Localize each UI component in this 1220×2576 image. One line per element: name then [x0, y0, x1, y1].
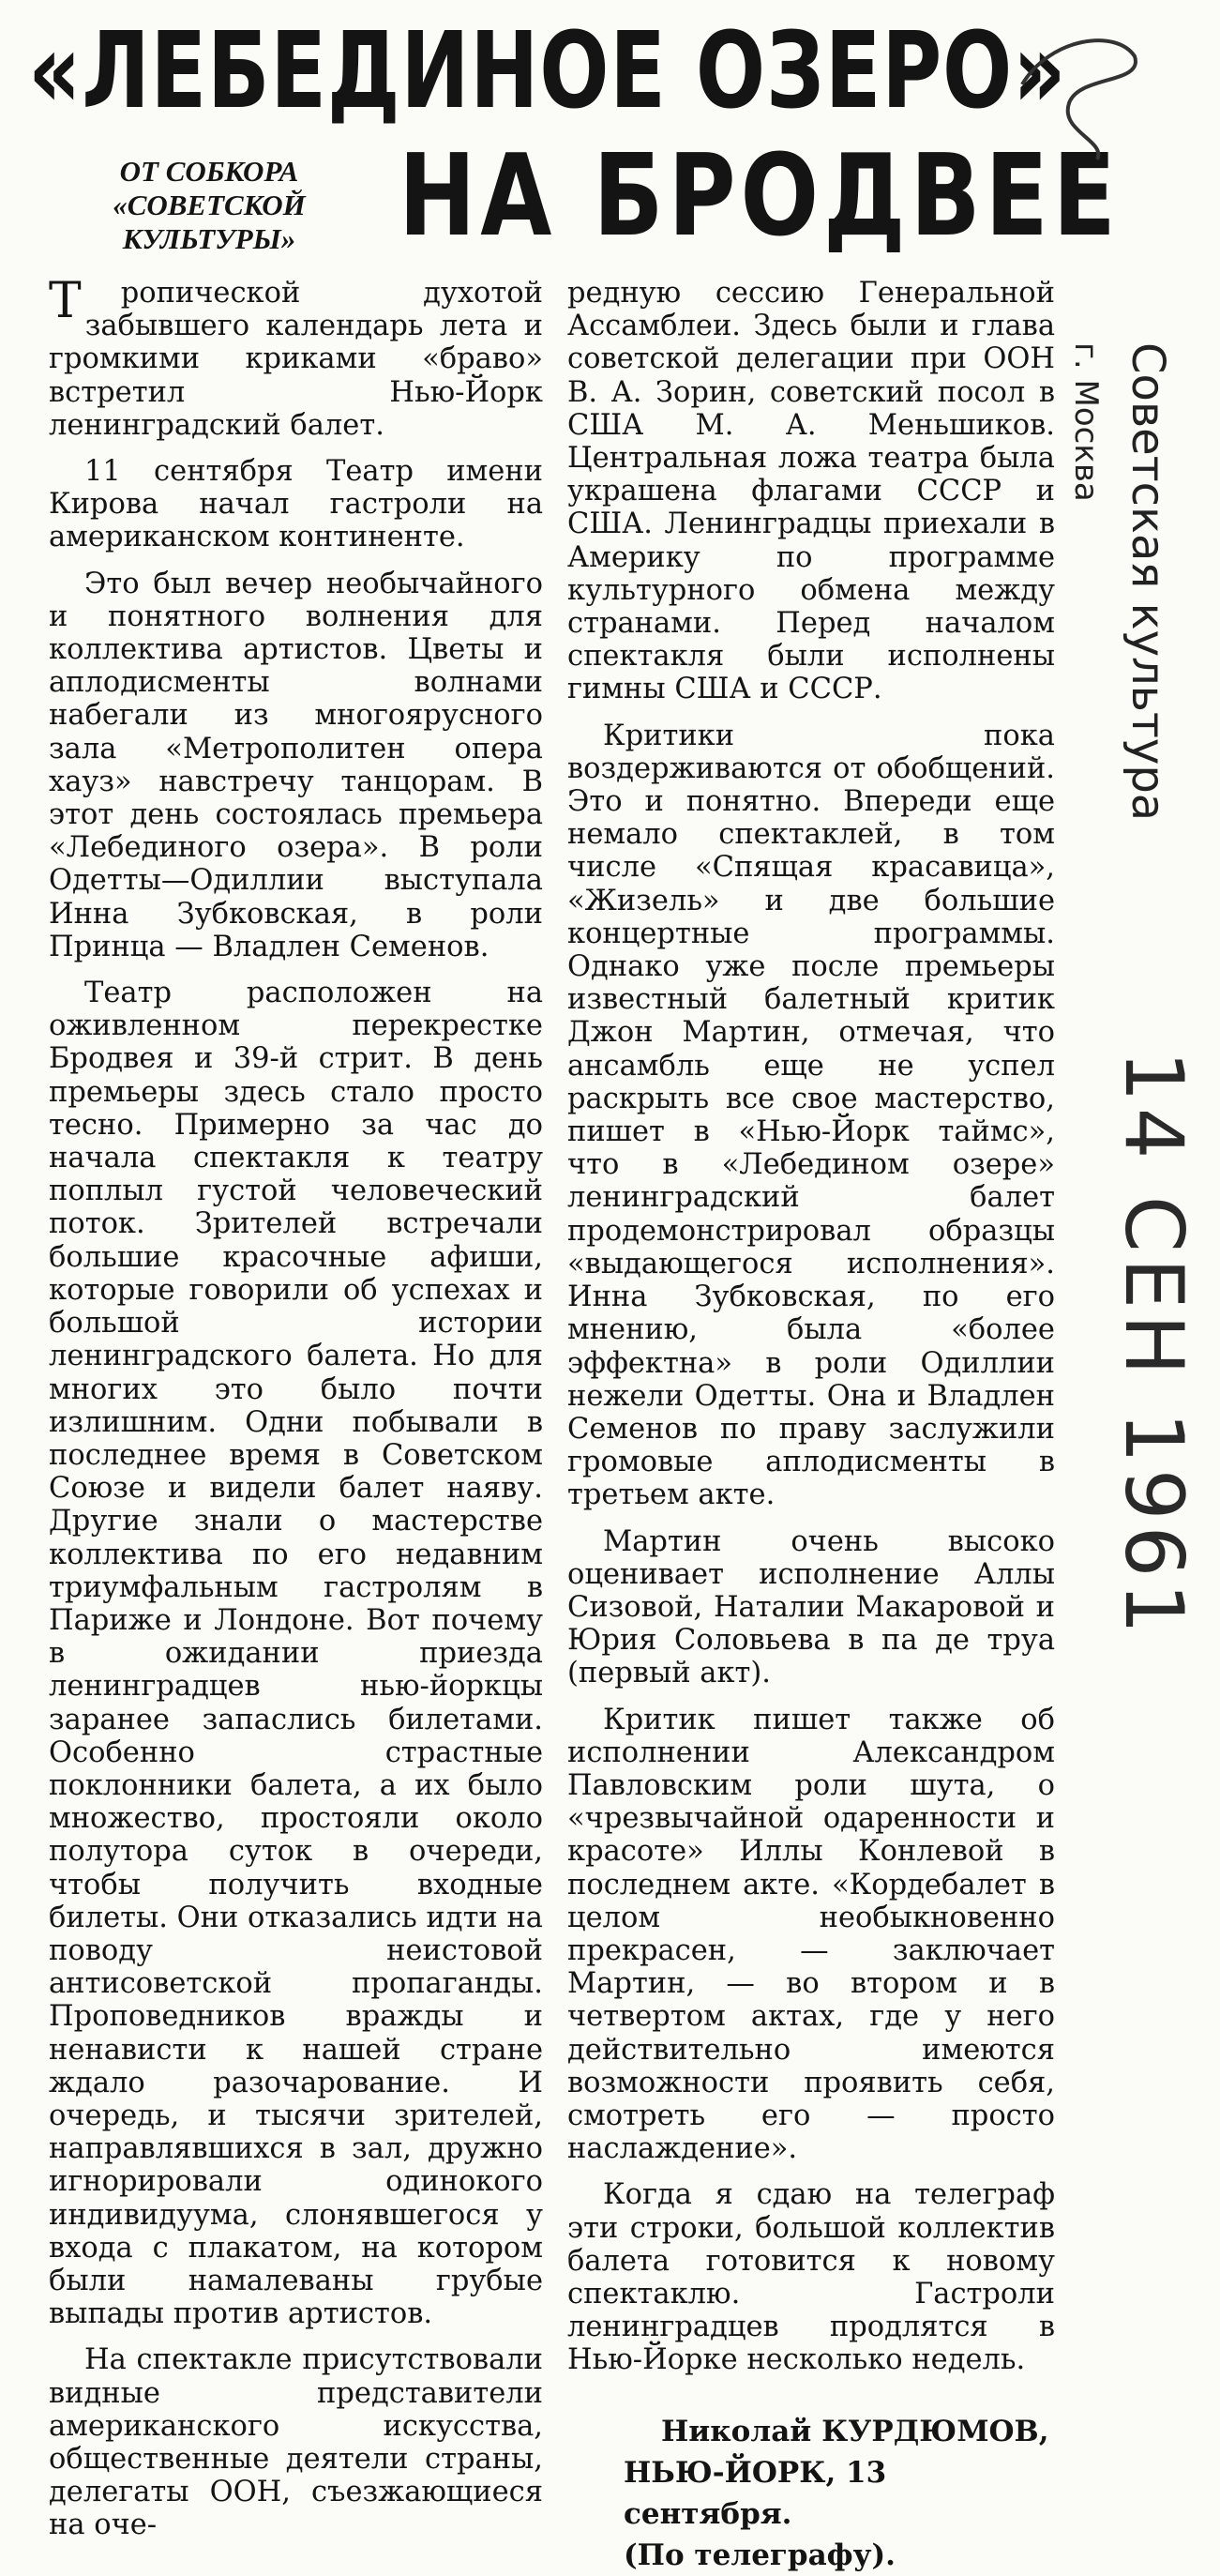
headline-line-2: НА БРОДВЕЕ: [399, 131, 1121, 262]
article-column-2: [567, 277, 1055, 2576]
article-column-1: [49, 273, 543, 2555]
paragraph: Это был вечер необычайного и понятного волнения для коллектива артистов. Цветы и аплодисменты волнами набегали из многоярусного зала «Метрополитен опера хауз» навстречу танцорам. В этот день состоялась премьера «Лебединого озера». В роли Одетты—Одиллии выступала Инна Зубковская, в роли Принца — Владлен Семенов.: [49, 567, 543, 963]
paragraph: редную сессию Генеральной Ассамблеи. Здесь были и глава советской делегации при ООН В. А. Зорин, советский посол в США М. А. Меньшиков. Центральная ложа театра была украшена флагами СССР и США. Ленинградцы приехали в Америку по программе культурного обмена между странами. Перед началом спектакля были исполнены гимны США и СССР.: [567, 277, 1055, 706]
paragraph: Т ропической духотой забывшего календарь лета и громкими криками «браво» встретил Нью-Йорк ленинградский балет.: [49, 277, 543, 442]
source-note: (По телеграфу).: [624, 2538, 896, 2572]
drop-cap: Т: [49, 273, 82, 329]
newspaper-city: г. Москва: [1067, 342, 1105, 502]
paragraph: Когда я сдаю на телеграф эти строки, большой коллектив балета готовится к новому спектаклю. Гастроли ленинградцев продлятся в Нью-Йорке несколько недель.: [567, 2178, 1055, 2377]
headline-line-1: «ЛЕБЕДИНОЕ ОЗЕРО»: [28, 10, 1067, 132]
author-name: Николай КУРДЮМОВ,: [661, 2414, 1049, 2448]
dateline: НЬЮ-ЙОРК, 13 сентября.: [624, 2455, 887, 2531]
handwritten-swirl-icon: [1003, 19, 1144, 169]
date-stamp: 14 СЕН 1961: [1107, 1051, 1200, 1641]
paragraph: Театр расположен на оживленном перекрестке Бродвея и 39-й стрит. В день премьеры здесь стало просто тесно. Примерно за час до начала спектакля к театру поплыл густой человеческий поток. Зрителей встречали большие красочные афиши, которые говорили об успехах и большой истории ленинградского балета. Но для многих это было почти излишним. Одни побывали в последнее время в Советском Союзе и видели балет наяву. Другие знали о мастерстве коллектива по его недавним триумфальным гастролям в Париже и Лондоне. Вот почему в ожидании приезда ленинградцев нью-йоркцы заранее запаслись билетами. Особенно страстные поклонники балета, а их было множество, простояли около полутора суток в очереди, чтобы получить входные билеты. Они отказались идти на поводу неистовой антисоветской пропаганды. Проповедников вражды и ненависти к нашей стране ждало разочарование. И очередь, и тысячи зрителей, направлявшихся в зал, дружно игнорировали одинокого индивидуума, слонявшегося у входа с плакатом, на котором были намалеваны грубые выпады против артистов.: [49, 977, 543, 2331]
newspaper-stamp: [1060, 342, 1174, 821]
byline: ОТ СОБКОРА «СОВЕТСКОЙ КУЛЬТУРЫ»: [113, 155, 306, 255]
paragraph: Критик пишет также об исполнении Александром Павловским роли шута, о «чрезвычайной одаренности и красоте» Иллы Конлевой в последнем акте. «Кордебалет в целом необыкновенно прекрасен, — заключает Мартин, — во втором и в четвертом актах, где у него действительно имеются возможности проявить себя, смотреть его — просто наслаждение».: [567, 1703, 1055, 2166]
paragraph: Мартин очень высоко оценивает исполнение Аллы Сизовой, Наталии Макаровой и Юрия Соловьева в па де труа (первый акт).: [567, 1524, 1055, 1690]
paragraph: Критики пока воздерживаются от обобщений. Это и понятно. Впереди еще немало спектаклей, в том числе «Спящая красавица», «Жизель» и две большие концертные программы. Однако уже после премьеры известный балетный критик Джон Мартин, отмечая, что ансамбль еще не успел раскрыть все свое мастерство, пишет в «Нью-Йорк таймс», что в «Лебедином озере» ленинградский балет продемонстрировал образцы «выдающегося исполнения». Инна Зубковская, по его мнению, была «более эффектна» в роли Одиллии нежели Одетты. Она и Владлен Семенов по праву заслужили громовые аплодисменты в третьем акте.: [567, 719, 1055, 1512]
signature-block: [567, 2411, 1055, 2576]
paragraph: 11 сентября Театр имени Кирова начал гастроли на американском континенте.: [49, 455, 543, 554]
newspaper-name: Советская культура: [1122, 342, 1174, 822]
paragraph: На спектакле присутствовали видные представители американского искусства, общественные деятели страны, делегаты ООН, съезжающиеся на оче-: [49, 2343, 543, 2542]
